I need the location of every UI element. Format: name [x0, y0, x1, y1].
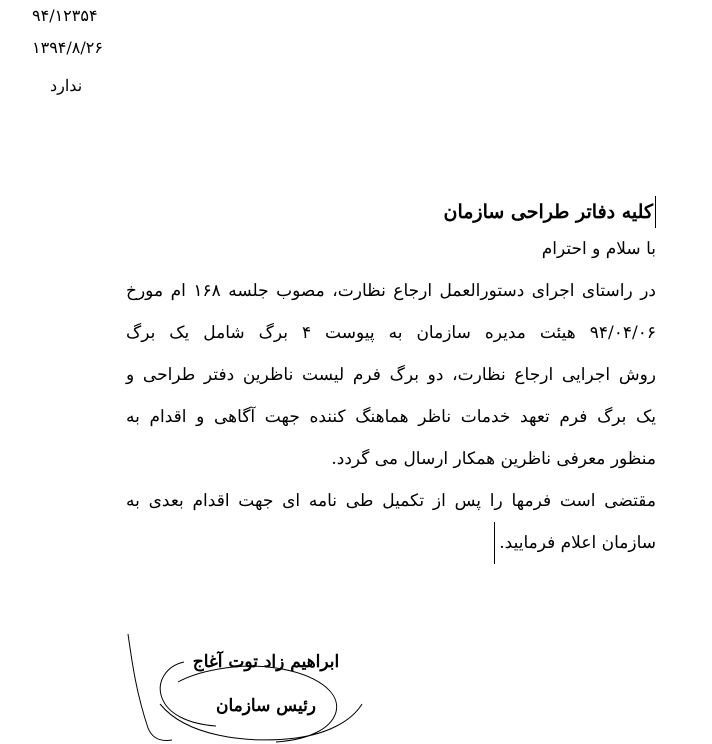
letter-line: در راستای اجرای دستورالعمل ارجاع نظارت، مصوب جلسه ۱۶۸ ام مورخ [126, 281, 656, 301]
letter-recipient: کلیه دفاتر طراحی سازمان [444, 196, 656, 228]
signatory-title: رئیس سازمان [215, 696, 317, 716]
letter-number: ۹۴/۱۲۳۵۴ [32, 6, 98, 25]
signature-scribble [126, 632, 366, 744]
letter-line: ۹۴/۰۴/۰۶ هیئت مدیره سازمان به پیوست ۴ برگ شامل یک برگ [126, 323, 657, 343]
letter-body [126, 196, 656, 564]
letter-line-final [126, 522, 656, 564]
letter-attachment: ندارد [50, 76, 83, 95]
letter-line: یک برگ فرم تعهد خدمات ناظر هماهنگ کننده جهت آگاهی و اقدام به [126, 407, 656, 427]
signature-block [126, 632, 366, 744]
letter-date: ۱۳۹۴/۸/۲۶ [32, 38, 103, 57]
signatory-name: ابراهیم زاد توت آغاج [192, 652, 340, 672]
letter-line: منظور معرفی ناظرین همکار ارسال می گردد. [331, 449, 656, 469]
letter-line: مقتضی است فرمها را پس از تکمیل طی نامه ای جهت اقدام بعدی به [126, 491, 656, 511]
letter-line-final-text: سازمان اعلام فرمایید. [494, 522, 656, 564]
letter-greeting: با سلام و احترام [541, 239, 656, 259]
letter-line: روش اجرایی ارجاع نظارت، دو برگ فرم لیست ناظرین دفتر طراحی و [126, 365, 656, 385]
